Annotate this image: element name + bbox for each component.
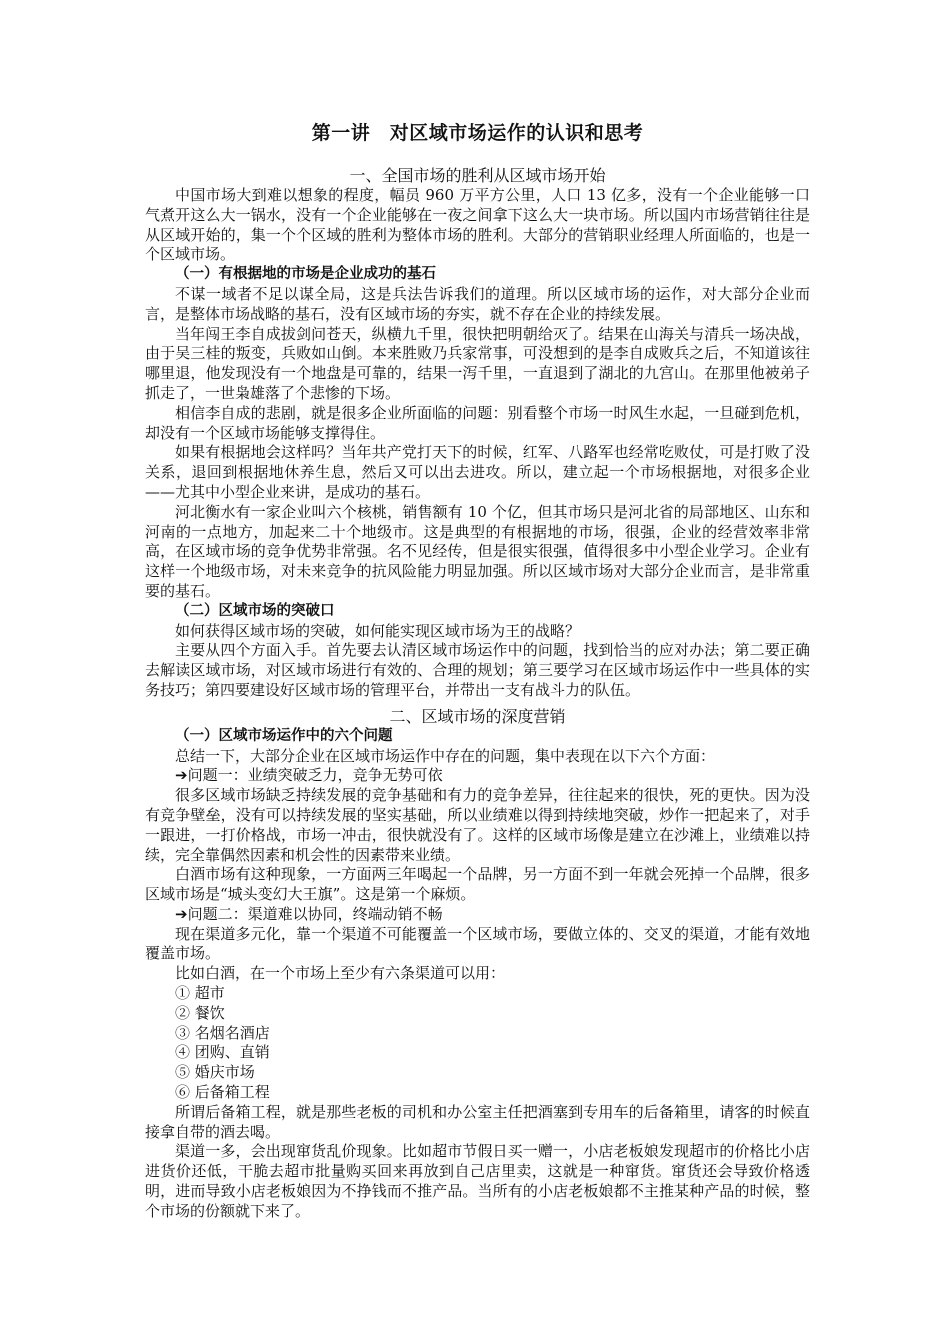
- paragraph: 渠道一多，会出现窜货乱价现象。比如超市节假日买一赠一，小店老板娘发现超市的价格比小店进货价还低，干脆去超市批量购买回来再放到自己店里卖，这就是一种窜货。窜货还会导致价格透明，进而导致小店老板娘因为不挣钱而不推产品。当所有的小店老板娘都不主推某种产品的时候，整个市场的份额就下来了。: [145, 1142, 810, 1220]
- list-item: ⑤ 婚庆市场: [175, 1063, 255, 1082]
- paragraph: 现在渠道多元化，靠一个渠道不可能覆盖一个区域市场，要做立体的、交叉的渠道，才能有效地覆盖市场。: [145, 924, 810, 963]
- problem-text: 问题一：业绩突破乏力，竞争无势可依: [187, 766, 443, 785]
- subsection-heading: （二）区域市场的突破口: [175, 602, 335, 619]
- paragraph: 河北衡水有一家企业叫六个核桃，销售额有 10 个亿，但其市场只是河北省的局部地区、山东和河南的一点地方，加起来二十个地级市。这是典型的有根据地的市场，很强，企业的经营效率非常高，在区域市场的竞争优势非常强。名不见经传，但是很实很强，值得很多中小型企业学习。企业有这样一个地级市场，对未来竞争的抗风险能力明显加强。所以区域市场对大部分企业而言，是非常重要的基石。: [145, 502, 810, 600]
- paragraph: 相信李自成的悲剧，就是很多企业所面临的问题：别看整个市场一时风生水起，一旦碰到危机，却没有一个区域市场能够支撑得住。: [145, 403, 810, 442]
- paragraph: 所谓后备箱工程，就是那些老板的司机和办公室主任把酒塞到专用车的后备箱里，请客的时候直接拿自带的酒去喝。: [145, 1102, 810, 1141]
- problem-item: [145, 766, 810, 786]
- document-page: [145, 120, 810, 1222]
- paragraph: 总结一下，大部分企业在区域市场运作中存在的问题，集中表现在以下六个方面：: [175, 746, 716, 765]
- subsection-heading: （一）有根据地的市场是企业成功的基石: [175, 266, 436, 283]
- problem-text: 问题二：渠道难以协同，终端动销不畅: [187, 904, 443, 923]
- paragraph: 当年闯王李自成拔剑问苍天，纵横九千里，很快把明朝给灭了。结果在山海关与清兵一场决战，由于吴三桂的叛变，兵败如山倒。本来胜败乃兵家常事，可没想到的是李自成败兵之后，不知道该往哪里退，他发现没有一个地盘是可靠的，结果一泻千里，一直退到了湖北的九宫山。在那里他被弟子抓走了，一世枭雄落了个悲惨的下场。: [145, 324, 810, 402]
- paragraph: 白酒市场有这种现象，一方面两三年喝起一个品牌，另一方面不到一年就会死掉一个品牌，很多区域市场是“城头变幻大王旗”。这是第一个麻烦。: [145, 865, 810, 904]
- paragraph: 中国市场大到难以想象的程度，幅员 960 万平方公里，人口 13 亿多，没有一个企业能够一口气煮开这么大一锅水，没有一个企业能够在一夜之间拿下这么大一块市场。所以国内市场营销往往是从区域开始的，集一个个区域的胜利为整体市场的胜利。大部分的营销职业经理人所面临的，也是一个区域市场。: [145, 186, 810, 264]
- page-title: 第一讲 对区域市场运作的认识和思考: [311, 122, 644, 144]
- list-item: ⑥ 后备箱工程: [175, 1083, 270, 1102]
- arrow-icon: ➔: [175, 766, 188, 785]
- list-item: ② 餐饮: [175, 1003, 225, 1022]
- paragraph: 比如白酒，在一个市场上至少有六条渠道可以用：: [175, 964, 506, 983]
- paragraph: 不谋一域者不足以谋全局，这是兵法告诉我们的道理。所以区域市场的运作，对大部分企业而言，是整体市场战略的基石，没有区域市场的夯实，就不存在企业的持续发展。: [145, 284, 810, 323]
- list-item: ③ 名烟名酒店: [175, 1023, 270, 1042]
- arrow-icon: ➔: [175, 904, 188, 923]
- section-heading-2: 二、区域市场的深度营销: [389, 706, 566, 726]
- paragraph: 很多区域市场缺乏持续发展的竞争基础和有力的竞争差异，往往起来的很快，死的更快。因为没有竞争壁垒，没有可以持续发展的坚实基础，所以业绩难以得到持续地突破，炒作一把起来了，对手一跟进，一打价格战，市场一冲击，很快就没有了。这样的区域市场像是建立在沙滩上，业绩难以持续，完全靠偶然因素和机会性的因素带来业绩。: [145, 786, 810, 864]
- subsection-heading: （一）区域市场运作中的六个问题: [175, 727, 393, 744]
- list-item: ④ 团购、直销: [175, 1043, 270, 1062]
- paragraph: 如何获得区域市场的突破，如何能实现区域市场为王的战略？: [175, 621, 581, 640]
- paragraph: 如果有根据地会这样吗？当年共产党打天下的时候，红军、八路军也经常吃败仗，可是打败了没关系，退回到根据地休养生息，然后又可以出去进攻。所以，建立起一个市场根据地，对很多企业——尤其中小型企业来讲，是成功的基石。: [145, 443, 810, 501]
- problem-item: [145, 905, 810, 925]
- section-heading-1: 一、全国市场的胜利从区域市场开始: [349, 166, 606, 185]
- paragraph: 主要从四个方面入手。首先要去认清区域市场运作中的问题，找到恰当的应对办法；第二要正确去解读区域市场，对区域市场进行有效的、合理的规划；第三要学习在区域市场运作中一些具体的实务技巧；第四要建设好区域市场的管理平台，并带出一支有战斗力的队伍。: [145, 641, 810, 699]
- list-item: ① 超市: [175, 984, 225, 1003]
